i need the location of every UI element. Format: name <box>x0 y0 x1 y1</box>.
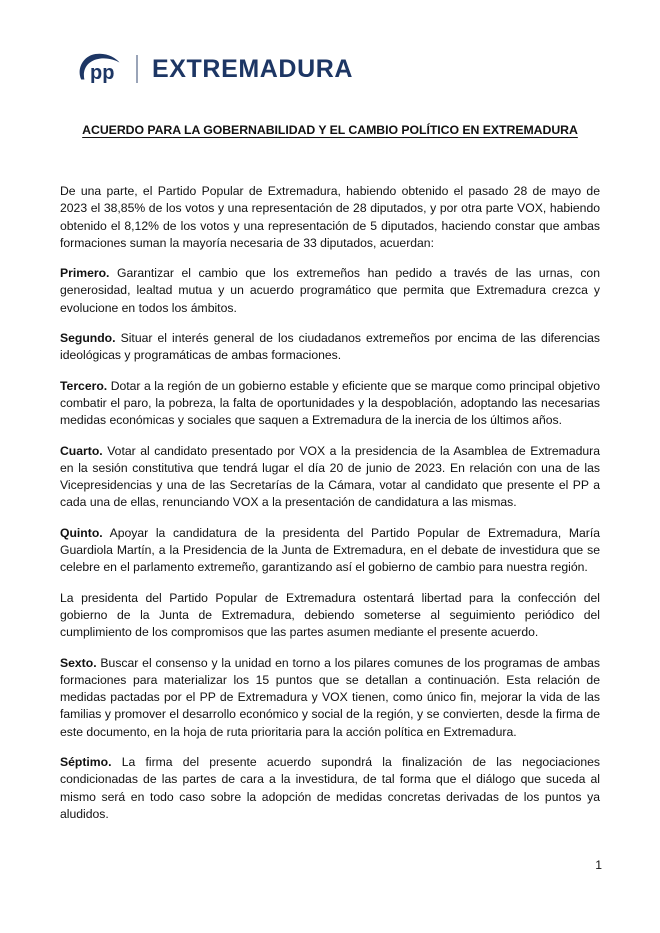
paragraph-sexto <box>60 655 600 741</box>
page-title: ACUERDO PARA LA GOBERNABILIDAD Y EL CAMBIO POLÍTICO EN EXTREMADURA <box>82 123 578 137</box>
paragraph-text: Dotar a la región de un gobierno estable y eficiente que se marque como principal objetivo combatir el paro, la pobreza, la falta de oportunidades y la despoblación, adoptando las necesarias medidas económicas y sociales que saquen a Extremadura de la inercia de los últimos años. <box>60 378 600 428</box>
document-body <box>60 183 600 823</box>
paragraph-text: Apoyar la candidatura de la presidenta del Partido Popular de Extremadura, María Guardiola Martín, a la Presidencia de la Junta de Extremadura, en el debate de investidura que se celebre en el parlamento extremeño, garantizando así el gobierno de cambio para nuestra región. <box>60 525 600 575</box>
logo-wordmark: EXTREMADURA <box>152 54 354 83</box>
paragraph-lead: Quinto. <box>60 525 103 540</box>
paragraph-septimo <box>60 754 600 823</box>
paragraph-text: De una parte, el Partido Popular de Extremadura, habiendo obtenido el pasado 28 de mayo de 2023 el 38,85% de los votos y una representación de 28 diputados, y por otra parte VOX, habiendo obtenido el 8,12% de los votos y una representación de 5 diputados, haciendo constar que ambas formaciones suman la mayoría necesaria de 33 diputados, acuerdan: <box>60 184 600 250</box>
paragraph-cuarto <box>60 443 600 512</box>
paragraph-quinto <box>60 525 600 577</box>
page-number: 1 <box>595 858 602 872</box>
paragraph-text: Garantizar el cambio que los extremeños han pedido a través de las urnas, con generosidad, lealtad mutua y un acuerdo programático que permita que Extremadura crezca y evolucione en todos los ámbitos. <box>60 266 600 315</box>
paragraph-segundo <box>60 330 600 365</box>
paragraph-text: Situar el interés general de los ciudadanos extremeños por encima de las diferencias ideológicas y programáticas de ambas formaciones. <box>60 331 600 363</box>
paragraph-text: Votar al candidato presentado por VOX a la presidencia de la Asamblea de Extremadura en la sesión constitutiva que tendrá lugar el día 20 de junio de 2023. En relación con una de las Vicepresidencias y una de las Secretarías de la Cámara, votar al candidato que presente el PP a cada una de ellas, renunciando VOX a la presentación de candidatura a las mismas. <box>60 443 600 510</box>
paragraph-lead: Primero. <box>60 266 110 281</box>
paragraph-presidenta <box>60 590 600 642</box>
paragraph-lead: Sexto. <box>60 655 97 670</box>
paragraph-text: Buscar el consenso y la unidad en torno a los pilares comunes de los programas de ambas formaciones para materializar los 15 puntos que se detallan a continuación. Esta relación de medidas pactadas por el PP de Extremadura y VOX tienen, como único fin, mejorar la vida de las familias y promover el desarrollo económico y social de la región, y se convierten, desde la firma de este documento, en la hoja de ruta prioritaria para la acción política en Extremadura. <box>60 655 600 739</box>
pp-logo-icon <box>78 52 124 86</box>
paragraph-lead: Séptimo. <box>60 755 112 770</box>
paragraph-primero <box>60 265 600 317</box>
paragraph-intro <box>60 183 600 252</box>
brand-header <box>78 50 353 88</box>
paragraph-tercero <box>60 378 600 430</box>
svg-text:pp: pp <box>90 62 115 84</box>
logo-divider <box>136 55 138 83</box>
paragraph-lead: Tercero. <box>60 378 108 393</box>
paragraph-lead: Cuarto. <box>60 443 103 458</box>
paragraph-text: La firma del presente acuerdo supondrá la finalización de las negociaciones condicionadas de las partes de cara a la investidura, de tal forma que el diálogo que suceda al mismo será en todo caso sobre la adopción de medidas concretas derivadas de los puntos ya aludidos. <box>60 755 600 821</box>
paragraph-text: La presidenta del Partido Popular de Extremadura ostentará libertad para la confección del gobierno de la Junta de Extremadura, debiendo someterse al seguimiento periódico del cumplimiento de los compromisos que las partes asumen mediante el presente acuerdo. <box>60 590 600 640</box>
paragraph-lead: Segundo. <box>60 331 116 346</box>
